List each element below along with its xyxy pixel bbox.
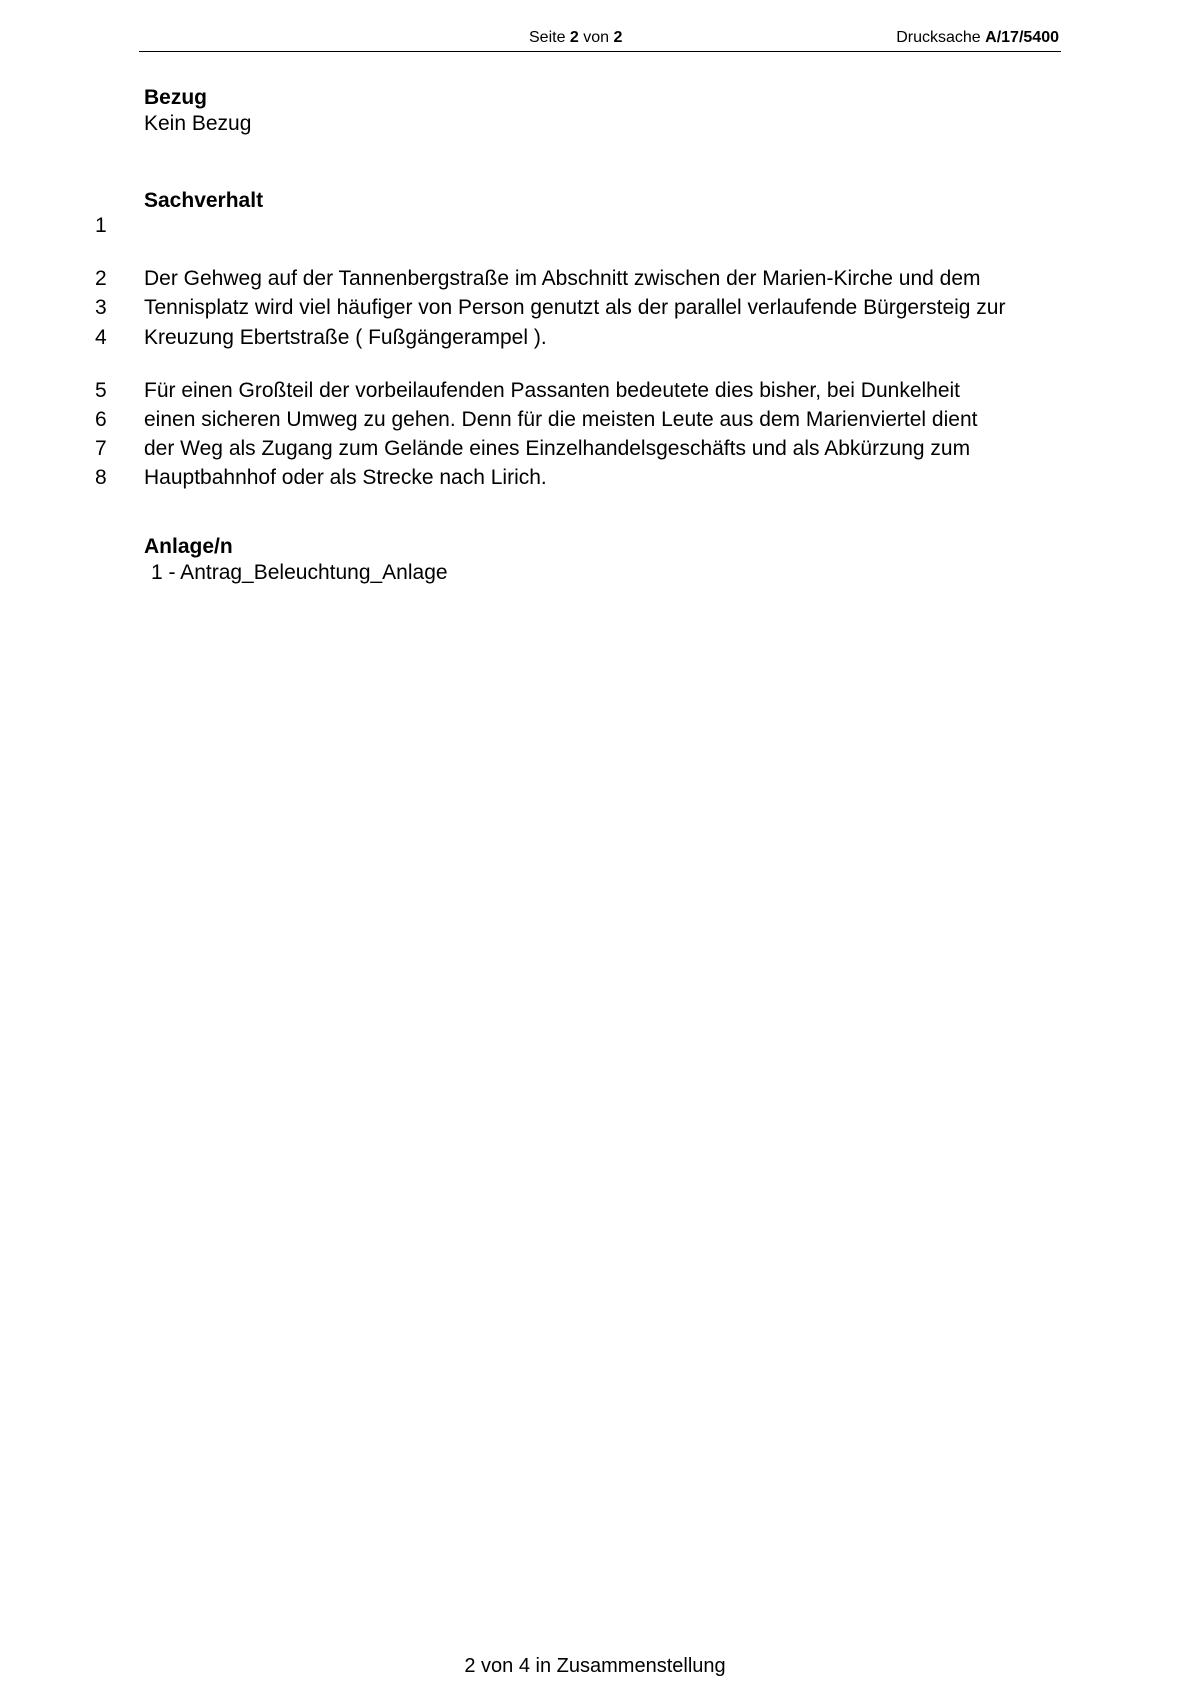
line-text: der Weg als Zugang zum Gelände eines Einzelhandelsgeschäfts und als Abkürzung zum	[144, 437, 971, 460]
line-text: Der Gehweg auf der Tannenbergstraße im Abschnitt zwischen der Marien-Kirche und dem	[144, 267, 981, 290]
line-number: 4	[95, 326, 107, 349]
line-number: 1	[95, 214, 107, 237]
line-text: Für einen Großteil der vorbeilaufenden Passanten bedeutete dies bisher, bei Dunkelheit	[144, 379, 961, 402]
bezug-title: Bezug	[144, 86, 207, 109]
line-number: 3	[95, 296, 107, 319]
page-of: von	[583, 29, 610, 46]
doc-number-value: A/17/5400	[985, 29, 1059, 46]
line-number: 2	[95, 267, 107, 290]
line-number: 7	[95, 437, 107, 460]
page-indicator	[529, 29, 622, 47]
line-text: Hauptbahnhof oder als Strecke nach Lirich.	[144, 466, 547, 489]
line-text: einen sicheren Umweg zu gehen. Denn für die meisten Leute aus dem Marienviertel dient	[144, 408, 978, 431]
document-number	[896, 29, 1059, 47]
line-number: 8	[95, 466, 107, 489]
page-prefix: Seite	[529, 29, 566, 46]
sachverhalt-title: Sachverhalt	[144, 189, 264, 212]
line-number: 5	[95, 379, 107, 402]
page-current: 2	[569, 29, 579, 46]
page-footer: 2 von 4 in Zusammenstellung	[464, 1655, 726, 1677]
line-text: Kreuzung Ebertstraße ( Fußgängerampel ).	[144, 326, 547, 349]
anlage-item: 1 - Antrag_Beleuchtung_Anlage	[151, 561, 448, 584]
anlagen-title: Anlage/n	[144, 535, 233, 558]
page-total: 2	[613, 29, 623, 46]
line-text: Tennisplatz wird viel häufiger von Person genutzt als der parallel verlaufende Bürgersteig zur	[144, 296, 1006, 319]
doc-prefix: Drucksache	[896, 29, 981, 46]
page-header	[139, 27, 1061, 52]
bezug-text: Kein Bezug	[144, 112, 252, 135]
line-number: 6	[95, 408, 107, 431]
